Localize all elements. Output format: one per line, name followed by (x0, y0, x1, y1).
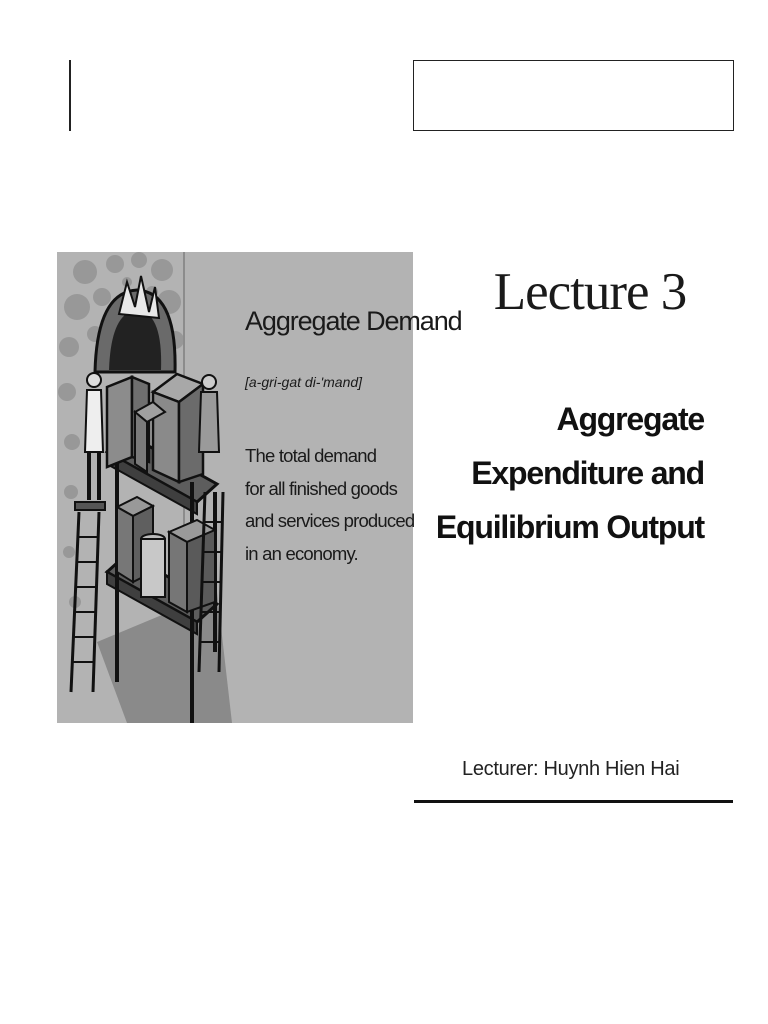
header-empty-box (413, 60, 734, 131)
lecturer-name: Lecturer: Huynh Hien Hai (462, 758, 680, 780)
subtitle-line: Equilibrium Output (435, 509, 704, 545)
definition-line: in an economy. (245, 542, 358, 564)
aggregate-demand-illustration (57, 252, 462, 723)
footer-rule (414, 800, 733, 803)
subtitle-line: Expenditure and (471, 455, 704, 491)
definition-line: The total demand (245, 445, 377, 466)
illustration-heading: Aggregate Demand (245, 306, 462, 336)
subtitle-line: Aggregate (556, 401, 704, 437)
illustration-definition (245, 440, 415, 570)
lecture-title: Lecture 3 (493, 263, 687, 321)
illustration-pronunciation: [a-gri-gat di-'mand] (245, 374, 363, 390)
header-vertical-rule (69, 60, 71, 131)
definition-line: and services produced (245, 510, 415, 531)
lecture-subtitle (404, 392, 704, 554)
definition-line: for all finished goods (245, 477, 398, 499)
